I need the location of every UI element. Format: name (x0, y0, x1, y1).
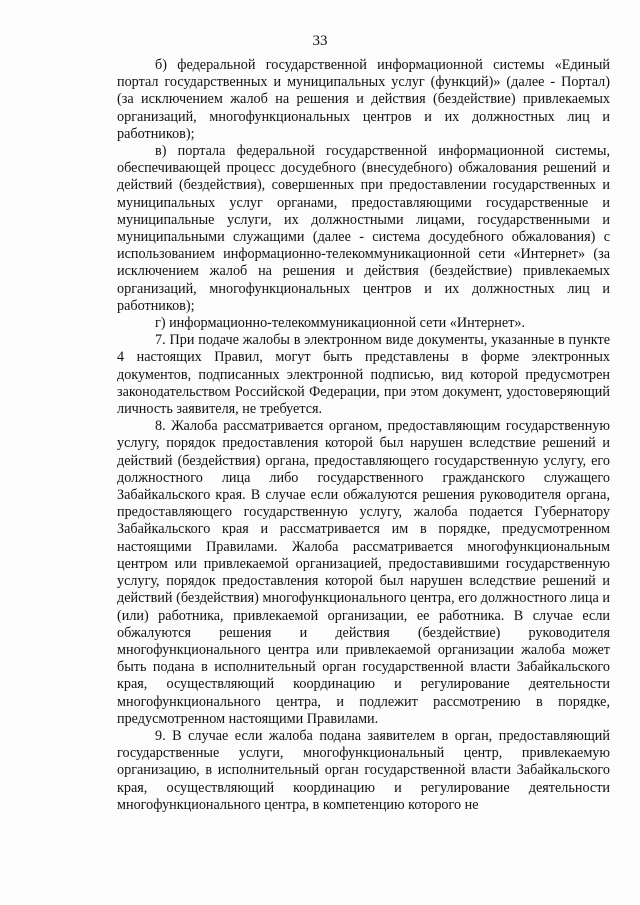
paragraph-7-electronic-documents: 7. При подаче жалобы в электронном виде документы, указанные в пункте 4 настоящих Правил, могут быть представлены в форме электронных документов, подписанных электронной подписью, вид которой предусмотрен законодательством Российской Федерации, при этом документ, удостоверяющий личность заявителя, не требуется. (117, 332, 610, 418)
document-body (117, 57, 610, 814)
paragraph-v-appeal-system: в) портала федеральной государственной информационной системы, обеспечивающей процесс досудебного (внесудебного) обжалования решений и действий (бездействия), совершенных при предоставлении государственных и муниципальных услуг органами, предоставляющими государственные и муниципальные услуги, их должностными лицами, государственными и муниципальными служащими (далее - система досудебного обжалования) с использованием информационно-телекоммуникационной сети «Интернет» (за исключением жалоб на решения и действия (бездействие) привлекаемых организаций, многофункциональных центров и их должностных лиц и работников); (117, 143, 610, 314)
paragraph-g-internet: г) информационно-телекоммуникационной сети «Интернет». (155, 315, 526, 332)
paragraph-9-misdirected-complaint: 9. В случае если жалоба подана заявителем в орган, предоставляющий государственные услуги, многофункциональный центр, привлекаемую организацию, в исполнительный орган государственной власти Забайкальского края, осуществляющий координацию и регулирование деятельности многофункционального центра, в компетенцию которого не (117, 727, 610, 813)
page-number: 33 (312, 33, 328, 49)
paragraph-b-portal: б) федеральной государственной информационной системы «Единый портал государственных и муниципальных услуг (функций)» (далее - Портал) (за исключением жалоб на решения и действия (бездействие) привлекаемых организаций, многофункциональных центров и их должностных лиц и работников); (117, 57, 610, 142)
paragraph-8-complaint-review: 8. Жалоба рассматривается органом, предоставляющим государственную услугу, порядок предоставления которой был нарушен вследствие решений и действий (бездействия) органа, предоставляющего государственную услугу, его должностного лица либо государственного гражданского служащего Забайкальского края. В случае если обжалуются решения руководителя органа, предоставляющего государственную услугу, жалоба подается Губернатору Забайкальского края и рассматривается им в порядке, предусмотренном настоящими Правилами. Жалоба рассматривается многофункциональным центром или привлекаемой организацией, предоставившими государственную услугу, порядок предоставления которой был нарушен вследствие решений и действий (бездействия) многофункционального центра, его должностного лица и (или) работника, привлекаемой организации, ее работника. В случае если обжалуются решения и действия (бездействие) руководителя многофункционального центра или привлекаемой организации жалоба может быть подана в исполнительный орган государственной власти Забайкальского края, осуществляющий координацию и регулирование деятельности многофункционального центра, и подлежит рассмотрению в порядке, предусмотренном настоящими Правилами. (117, 418, 610, 727)
